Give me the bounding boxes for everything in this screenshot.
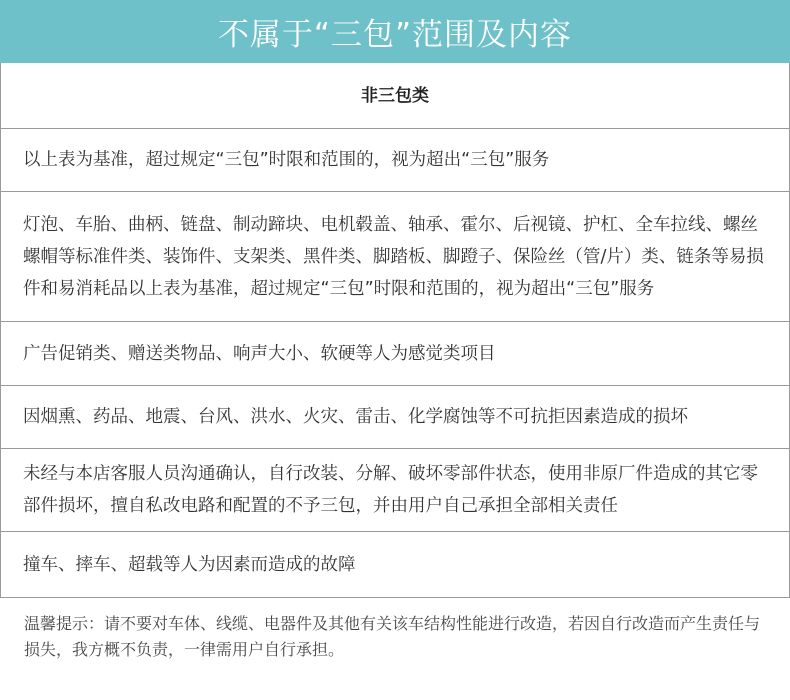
table-cell: 灯泡、车胎、曲柄、链盘、制动蹄块、电机毂盖、轴承、霍尔、后视镜、护杠、全车拉线、螺丝螺帽等标准件类、装饰件、支架类、黑件类、脚踏板、脚蹬子、保险丝（管/片）类、链条等易损件和易消耗品以上表为基准，超过规定“三包”时限和范围的，视为超出“三包”服务 [23, 214, 764, 299]
table-header [1, 63, 789, 128]
page-title: 不属于“三包”范围及内容 [217, 17, 573, 53]
table-cell: 以上表为基准，超过规定“三包”时限和范围的，视为超出“三包”服务 [23, 150, 550, 170]
table-row [1, 385, 789, 448]
title-banner [0, 0, 790, 63]
table-row [1, 531, 789, 597]
table-cell: 广告促销类、赠送类物品、响声大小、软硬等人为感觉类项目 [23, 343, 496, 364]
non-warranty-table [0, 63, 790, 598]
table-cell: 撞车、摔车、超载等人为因素而造成的故障 [23, 554, 356, 575]
table-row [1, 191, 789, 321]
table-cell: 未经与本店客服人员沟通确认，自行改装、分解、破坏零部件状态，使用非原厂件造成的其它零部件损坏，擅自私改电路和配置的不予三包，并由用户自己承担全部相关责任 [23, 464, 758, 516]
table-header-label: 非三包类 [361, 85, 429, 106]
table-row [1, 448, 789, 531]
table-row [1, 321, 789, 385]
warm-tip-note: 温馨提示：请不要对车体、线缆、电器件及其他有关该车结构性能进行改造，若因自行改造而产生责任与损失，我方概不负责，一律需用户自行承担。 [24, 614, 761, 659]
table-cell: 因烟熏、药品、地震、台风、洪水、火灾、雷击、化学腐蚀等不可抗拒因素造成的损坏 [23, 407, 688, 427]
table-row [1, 128, 789, 191]
